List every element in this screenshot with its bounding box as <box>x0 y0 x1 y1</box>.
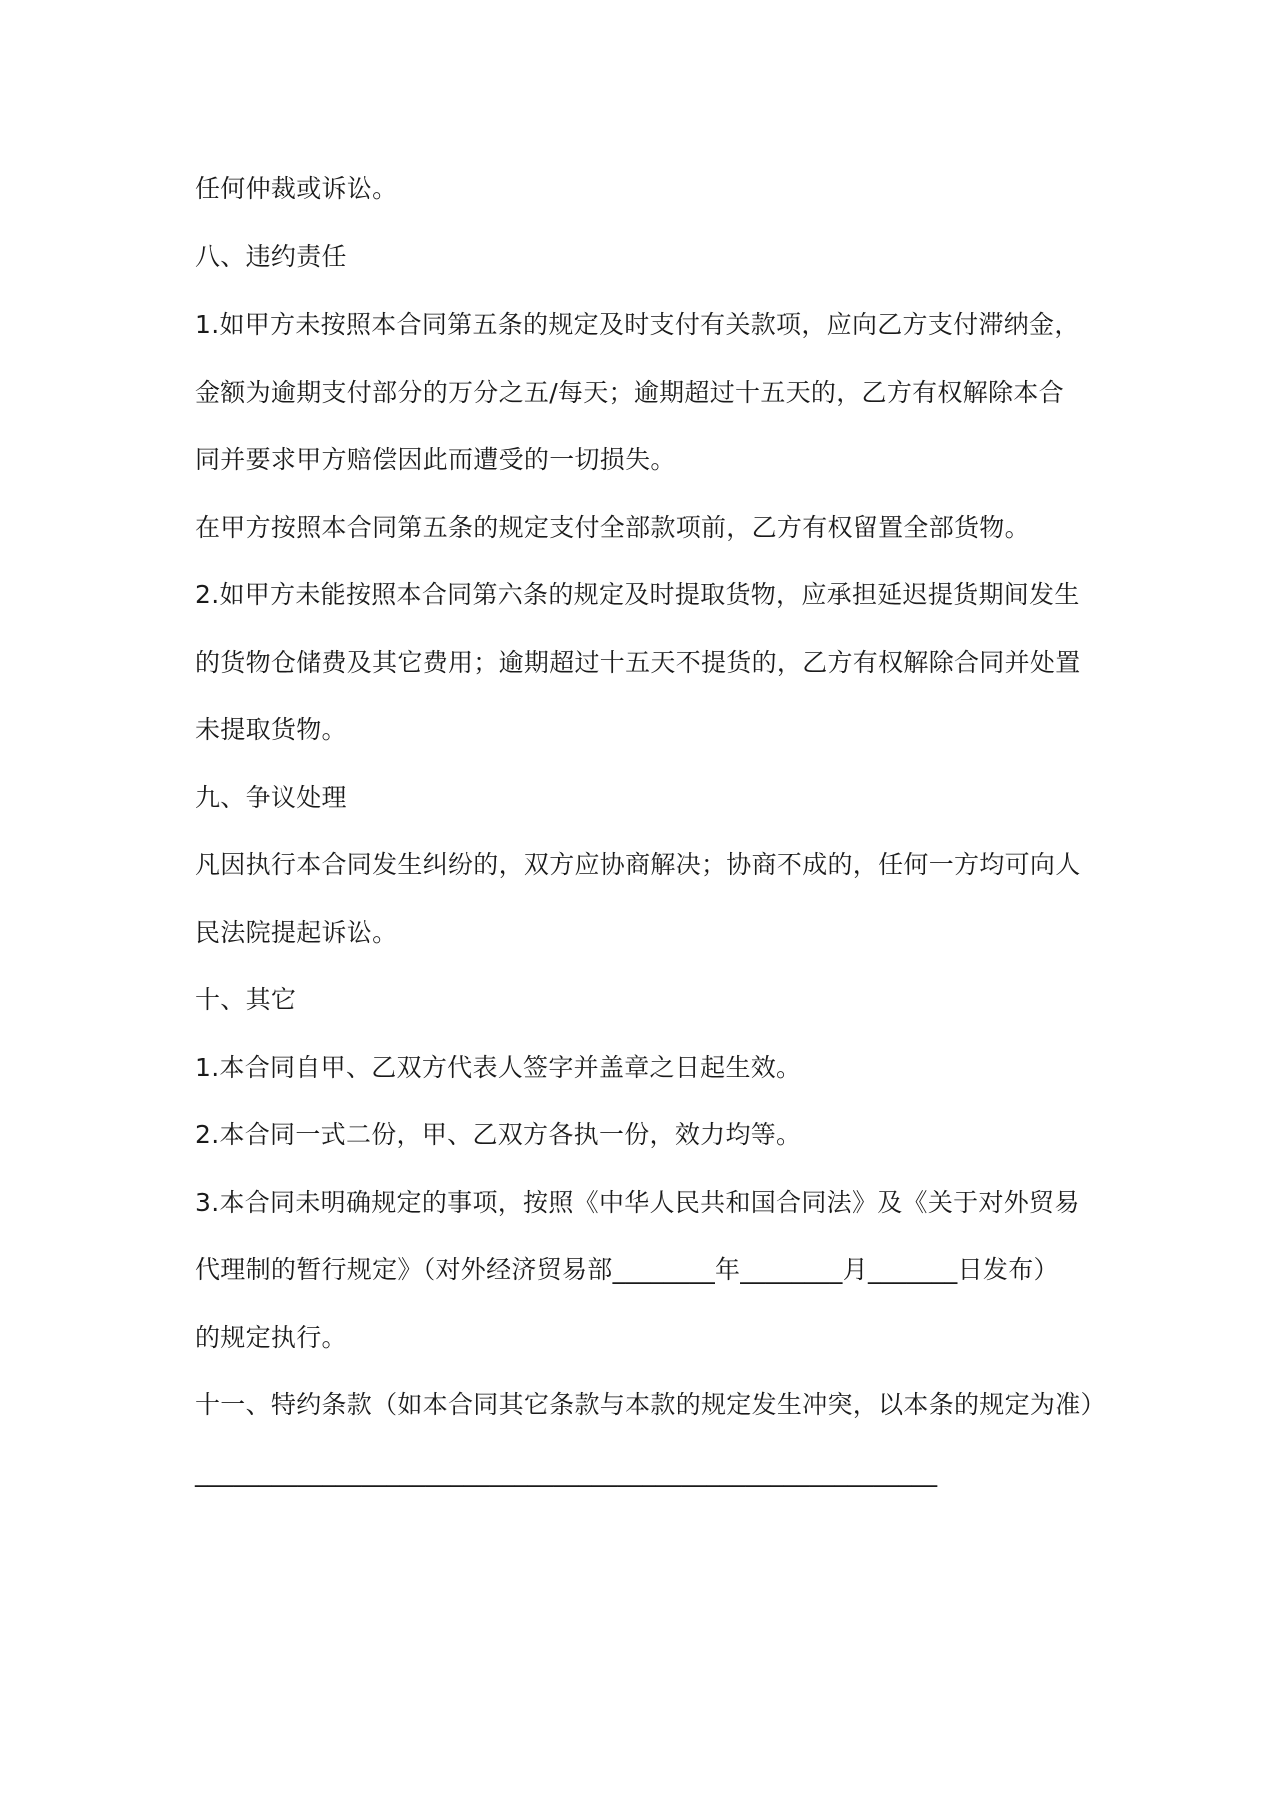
text-line: 同并要求甲方赔偿因此而遭受的一切损失。 <box>195 445 676 474</box>
text-line: 的货物仓储费及其它费用；逾期超过十五天不提货的，乙方有权解除合同并处置 <box>195 648 1081 677</box>
text-line: 的规定执行。 <box>195 1323 347 1352</box>
text-line: 2.本合同一式二份，甲、乙双方各执一份，效力均等。 <box>195 1120 802 1149</box>
section-heading-breach: 八、违约责任 <box>195 242 347 271</box>
text-line: 2.如甲方未能按照本合同第六条的规定及时提取货物，应承担延迟提货期间发生 <box>195 580 1080 609</box>
text-line: 任何仲裁或诉讼。 <box>195 174 398 203</box>
text-line: 1.本合同自甲、乙双方代表人签字并盖章之日起生效。 <box>195 1053 802 1082</box>
text-line: 凡因执行本合同发生纠纷的，双方应协商解决；协商不成的，任何一方均可向人 <box>195 850 1081 879</box>
text-line: 1.如甲方未按照本合同第五条的规定及时支付有关款项，应向乙方支付滞纳金， <box>195 310 1080 339</box>
blank-fill-line: __________________________________________________________ <box>195 1458 938 1487</box>
section-heading-other: 十、其它 <box>195 985 297 1014</box>
section-heading-special-terms: 十一、特约条款（如本合同其它条款与本款的规定发生冲突，以本条的规定为准） <box>195 1390 1106 1419</box>
text-line: 金额为逾期支付部分的万分之五/每天；逾期超过十五天的，乙方有权解除本合 <box>195 378 1064 407</box>
text-line: 在甲方按照本合同第五条的规定支付全部款项前，乙方有权留置全部货物。 <box>195 513 1030 542</box>
text-line: 民法院提起诉讼。 <box>195 918 398 947</box>
section-heading-dispute: 九、争议处理 <box>195 783 347 812</box>
text-line: 代理制的暂行规定》（对外经济贸易部________年________月_______日发布） <box>195 1255 1059 1284</box>
text-line: 3.本合同未明确规定的事项，按照《中华人民共和国合同法》及《关于对外贸易 <box>195 1188 1080 1217</box>
text-line: 未提取货物。 <box>195 715 347 744</box>
